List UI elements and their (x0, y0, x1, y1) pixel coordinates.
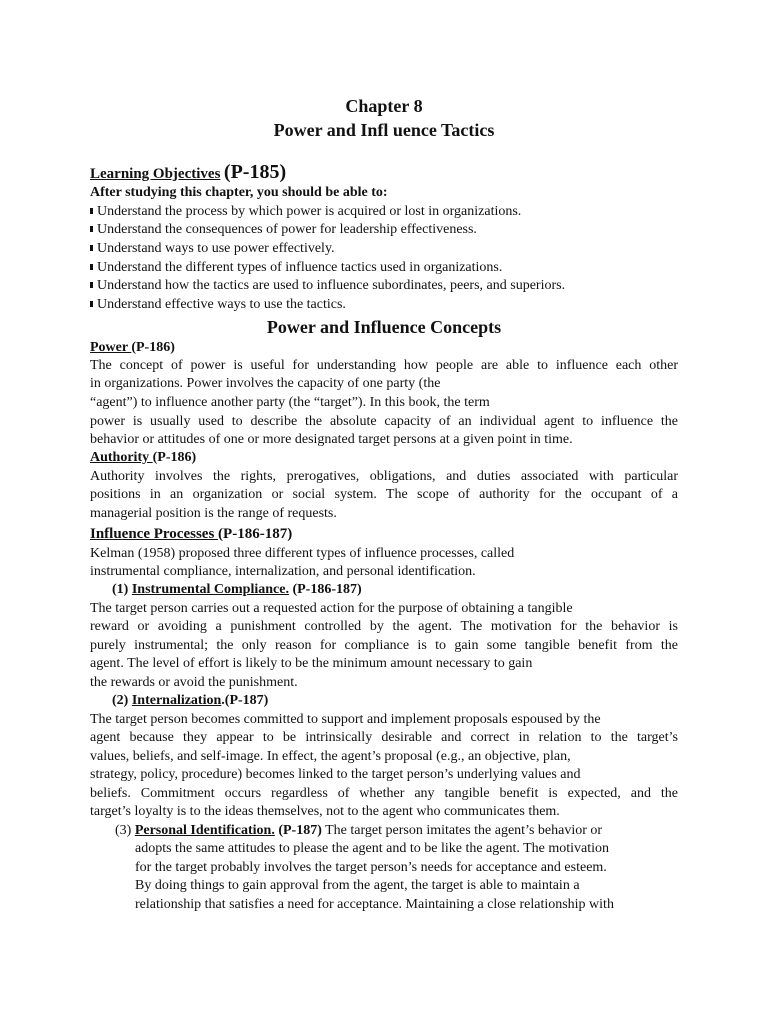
objectives-intro: After studying this chapter, you should be able to: (90, 185, 388, 200)
influence-line: Kelman (1958) proposed three different types of influence processes, called (90, 546, 515, 561)
chapter-title: Power and Infl uence Tactics (273, 120, 495, 140)
authority-line: Authority involves the rights, prerogatives, obligations, and duties associated with particular (90, 469, 678, 484)
power-line: in organizations. Power involves the capacity of one party (the (90, 376, 441, 391)
objective-item: Understand effective ways to use the tactics. (90, 296, 346, 314)
instrumental-line: purely instrumental; the only reason for compliance is to gain some tangible benefit from the (90, 638, 678, 653)
instrumental-line: agent. The level of effort is likely to be the minimum amount necessary to gain (90, 656, 533, 671)
authority-line: positions in an organization or social system. The scope of authority for the occupant of a (90, 487, 678, 502)
bullet-icon (90, 226, 93, 232)
power-line: The concept of power is useful for understanding how people are able to influence each other (90, 358, 678, 373)
identification-line: By doing things to gain approval from the agent, the target is able to maintain a (135, 878, 580, 893)
internalization-line: agent because they appear to be intrinsically desirable and correct in relation to the target’s (90, 730, 678, 745)
objective-item: Understand the consequences of power for leadership effectiveness. (90, 221, 477, 239)
identification-line: adopts the same attitudes to please the agent and to be like the agent. The motivation (135, 841, 610, 856)
objective-item: Understand how the tactics are used to influence subordinates, peers, and superiors. (90, 277, 565, 295)
concepts-heading: Power and Influence Concepts (266, 317, 502, 337)
identification-line: relationship that satisfies a need for acceptance. Maintaining a close relationship with (135, 897, 614, 912)
objectives-heading-line (90, 160, 286, 187)
objective-item: Understand the process by which power is acquired or lost in organizations. (90, 203, 521, 221)
influence-line: instrumental compliance, internalization, and personal identification. (90, 564, 476, 579)
instrumental-heading: (1) Instrumental Compliance. (P-186-187) (112, 582, 362, 597)
internalization-line: strategy, policy, procedure) becomes linked to the target person’s underlying values and (90, 767, 581, 782)
bullet-icon (90, 282, 93, 288)
objective-item: Understand the different types of influence tactics used in organizations. (90, 259, 502, 277)
bullet-icon (90, 245, 93, 251)
chapter-number: Chapter 8 (345, 96, 423, 116)
influence-heading: Influence Processes (P-186-187) (90, 526, 293, 542)
power-line: “agent”) to influence another party (the “target”). In this book, the term (90, 395, 490, 410)
bullet-icon (90, 264, 93, 270)
power-line: behavior or attitudes of one or more designated target persons at a given point in time. (90, 432, 573, 447)
instrumental-line: the rewards or avoid the punishment. (90, 675, 298, 690)
objectives-heading: Learning Objectives (90, 166, 221, 182)
instrumental-line: reward or avoiding a punishment controlled by the agent. The motivation for the behavior is (90, 619, 678, 634)
objectives-page-ref: (P-185) (223, 161, 287, 183)
instrumental-line: The target person carries out a requested action for the purpose of obtaining a tangible (90, 601, 573, 616)
internalization-line: target’s loyalty is to the ideas themselves, not to the agent who communicates them. (90, 804, 560, 819)
power-heading: Power (P-186) (90, 340, 175, 355)
internalization-heading: (2) Internalization.(P-187) (112, 693, 269, 708)
power-line: power is usually used to describe the absolute capacity of an individual agent to influence the (90, 414, 678, 429)
internalization-line: values, beliefs, and self-image. In effect, the agent’s proposal (e.g., an objective, plan, (90, 749, 571, 764)
identification-heading: (3) Personal Identification. (P-187) The target person imitates the agent’s behavior or (115, 823, 603, 838)
authority-line: managerial position is the range of requests. (90, 506, 337, 521)
internalization-line: The target person becomes committed to support and implement proposals espoused by the (90, 712, 601, 727)
objective-item: Understand ways to use power effectively. (90, 240, 335, 258)
identification-line: for the target probably involves the target person’s needs for acceptance and esteem. (135, 860, 607, 875)
bullet-icon (90, 208, 93, 214)
internalization-line: beliefs. Commitment occurs regardless of whether any tangible benefit is expected, and the (90, 786, 678, 801)
authority-heading: Authority (P-186) (90, 450, 197, 465)
bullet-icon (90, 301, 93, 307)
